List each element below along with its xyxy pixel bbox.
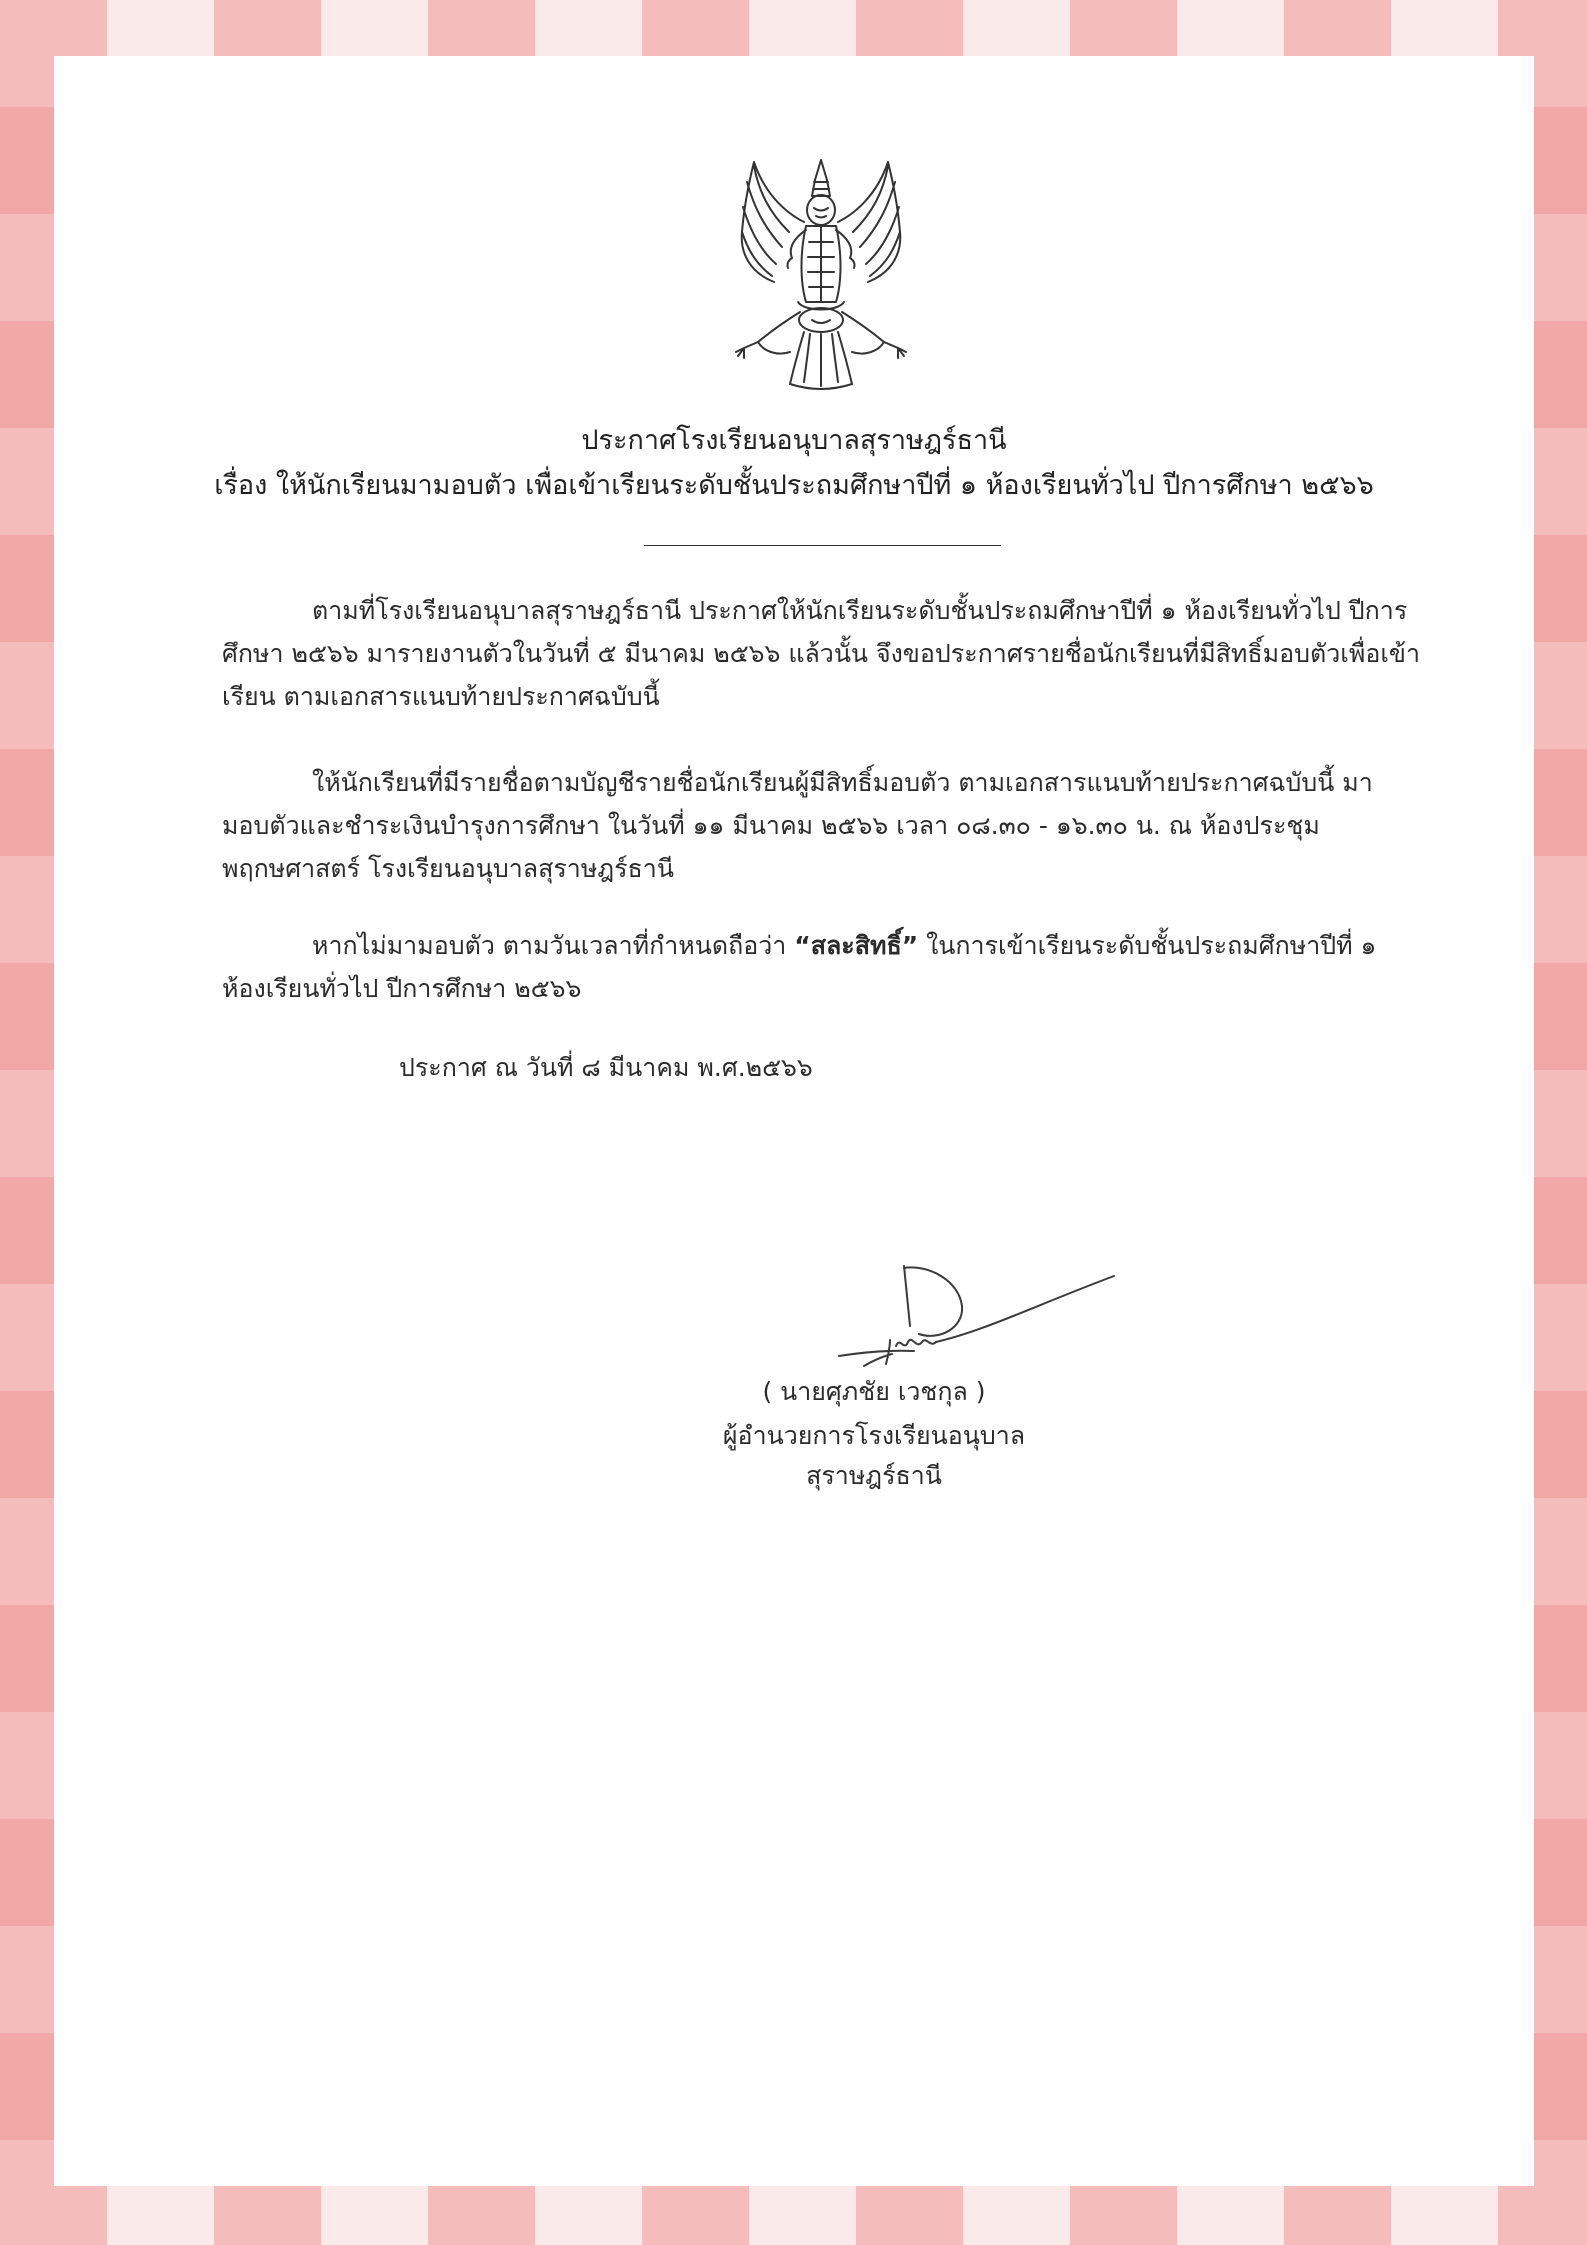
paragraph-3-text-before: หากไม่มามอบตัว ตามวันเวลาที่กำหนดถือว่า [312,931,795,960]
paragraph-2-text: ให้นักเรียนที่มีรายชื่อตามบัญชีรายชื่อนักเรียนผู้มีสิทธิ์มอบตัว ตามเอกสารแนบท้ายประกาศฉบับนี้ มามอบตัวและชำระเงินบำรุงการศึกษา ในวันที่ ๑๑ มีนาคม ๒๕๖๖ เวลา ๐๘.๓๐ - ๑๖.๓๐ น. ณ ห้องประชุมพฤกษศาสตร์ โรงเรียนอนุบาลสุราษฎร์ธานี [222,768,1373,883]
paragraph-1 [222,589,1430,718]
paragraph-2 [222,761,1430,890]
paragraph-3-text-after: ในการเข้าเรียนระดับชั้นประถมศึกษาปีที่ ๑ ห้องเรียนทั่วไป ปีการศึกษา ๒๕๖๖ [222,931,1377,1003]
paragraph-1-text: ตามที่โรงเรียนอนุบาลสุราษฎร์ธานี ประกาศให้นักเรียนระดับชั้นประถมศึกษาปีที่ ๑ ห้องเรียนทั่วไป ปีการศึกษา ๒๕๖๖ มารายงานตัวในวันที่ ๕ มีนาคม ๒๕๖๖ แล้วนั้น จึงขอประกาศรายชื่อนักเรียนที่มีสิทธิ์มอบตัวเพื่อเข้าเรียน ตามเอกสารแนบท้ายประกาศฉบับนี้ [222,596,1421,711]
announcement-title: ประกาศโรงเรียนอนุบาลสุราษฎร์ธานี [581,425,1007,456]
title-divider [644,545,1001,546]
paragraph-3 [222,924,1430,1010]
garuda-emblem-icon [714,152,929,392]
announcement-date: ประกาศ ณ วันที่ ๘ มีนาคม พ.ศ.๒๕๖๖ [399,1053,813,1082]
signer-name: ( นายศุภชัย เวชกุล ) [762,1377,986,1406]
announcement-sheet [54,56,1534,2186]
announcement-subject: เรื่อง ให้นักเรียนมามอบตัว เพื่อเข้าเรียนระดับชั้นประถมศึกษาปีที่ ๑ ห้องเรียนทั่วไป ปีการศึกษา ๒๕๖๖ [214,470,1374,501]
signer-title: ผู้อำนวยการโรงเรียนอนุบาลสุราษฎร์ธานี [722,1421,1026,1490]
forfeit-rights-emphasis: “สละสิทธิ์” [794,931,919,960]
handwritten-signature [834,1256,1134,1386]
